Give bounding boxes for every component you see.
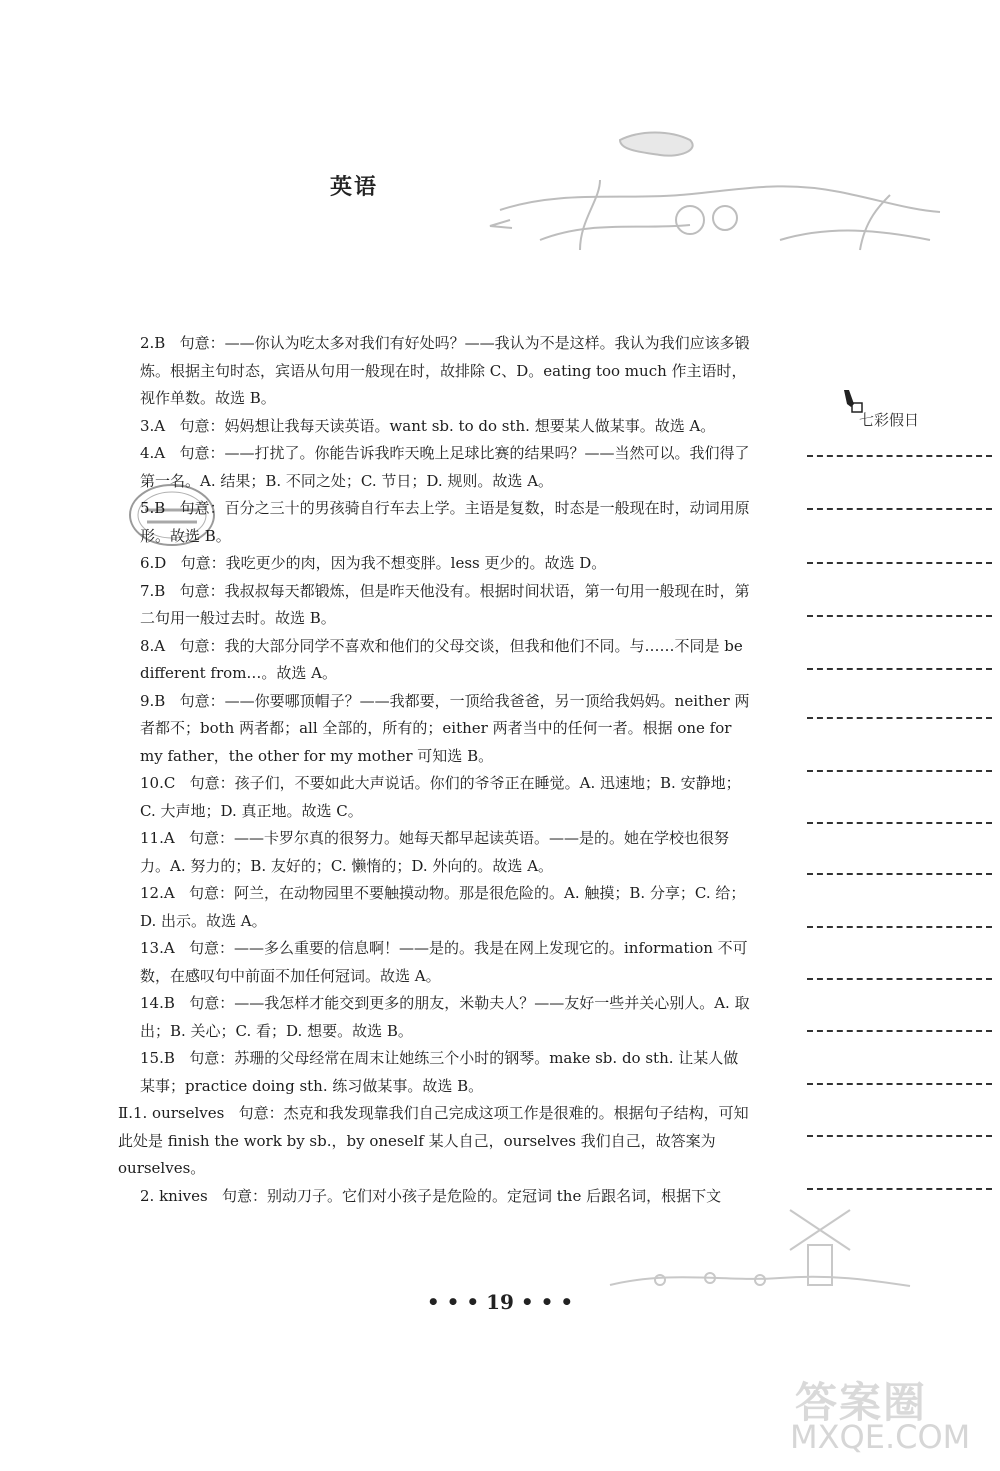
note-line: [807, 1135, 992, 1137]
answer-number: 14.B: [140, 994, 175, 1012]
note-line: [807, 770, 992, 772]
note-line: [807, 822, 992, 824]
note-line: [807, 926, 992, 928]
answer-item: [140, 1045, 750, 1100]
answer-item: [140, 413, 750, 441]
answer-text: 句意：别动刀子。它们对小孩子是危险的。定冠词 the 后跟名词，根据下文: [222, 1186, 722, 1205]
header-title: 英语: [330, 174, 379, 200]
answer-text: 句意：阿兰，在动物园里不要触摸动物。那是很危险的。A. 触摸；B. 分享；C. 给；D. 出示。故选 A。: [140, 884, 746, 930]
answer-number: 5.B: [140, 499, 166, 517]
answer-item: [140, 990, 750, 1045]
answer-number: 6.D: [140, 554, 167, 572]
answer-item: [140, 440, 750, 495]
note-line: [807, 508, 992, 510]
windmill-decoration: [600, 1190, 920, 1300]
note-line: [807, 562, 992, 564]
answer-number: 8.A: [140, 636, 166, 655]
answer-number: 11.A: [140, 829, 175, 847]
answer-number: 9.B: [140, 691, 166, 710]
answer-number: 2.B: [140, 334, 166, 352]
note-line: [807, 455, 992, 457]
sidebar-title: 七彩假日: [859, 411, 920, 429]
answer-number: Ⅱ.1. ourselves: [118, 1104, 225, 1122]
answer-item: [140, 578, 750, 633]
answer-number: 7.B: [140, 581, 166, 600]
answer-item: [140, 770, 750, 825]
answer-item: [140, 935, 750, 990]
note-line: [807, 615, 992, 617]
answer-item: [140, 688, 750, 771]
answer-item: [140, 550, 750, 578]
note-line: [807, 1030, 992, 1032]
answer-number: 13.A: [140, 939, 175, 957]
answer-text: 句意：——卡罗尔真的很努力。她每天都早起读英语。——是的。她在学校也很努力。A. 努力的；B. 友好的；C. 懒惰的；D. 外向的。故选 A。: [140, 829, 730, 875]
page-number: • • • 19 • • •: [426, 1290, 574, 1314]
answer-number: 12.A: [140, 884, 175, 902]
answer-number: 15.B: [140, 1049, 175, 1067]
note-line: [807, 1083, 992, 1085]
answer-list: [118, 330, 750, 1210]
answer-text: 句意：妈妈想让我每天读英语。want sb. to do sth. 想要某人做某事。故选 A。: [179, 416, 716, 435]
answer-number: 4.A: [140, 444, 166, 462]
note-line: [807, 717, 992, 719]
answer-number: 3.A: [140, 416, 166, 435]
answer-text: 句意：——多么重要的信息啊！——是的。我是在网上发现它的。information 不可数，在感叹句中前面不加任何冠词。故选 A。: [140, 939, 748, 985]
answer-text: 句意：苏珊的父母经常在周末让她练三个小时的钢琴。make sb. do sth. 让某人做某事；practice doing sth. 练习做某事。故选 B。: [140, 1049, 739, 1095]
answer-item: [140, 330, 750, 413]
answer-text: 句意：杰克和我发现靠我们自己完成这项工作是很难的。根据句子结构，可知此处是 finish the work by sb.，by oneself 某人自己，ourselves 我们自己，故答案为 ourselves。: [118, 1104, 749, 1177]
answer-text: 句意：我叔叔每天都锻炼，但是昨天他没有。根据时间状语，第一句用一般现在时，第二句用一般过去时。故选 B。: [140, 581, 750, 627]
note-line: [807, 978, 992, 980]
answer-item: [140, 880, 750, 935]
header-decoration: [480, 100, 950, 290]
site-watermark: 答案圈: [795, 1378, 928, 1427]
site-watermark-url: MXQE.COM: [790, 1418, 971, 1456]
answer-text: 句意：我吃更少的肉，因为我不想变胖。less 更少的。故选 D。: [180, 554, 607, 572]
answer-text: 句意：我的大部分同学不喜欢和他们的父母交谈，但我和他们不同。与……不同是 be different from…。故选 A。: [140, 636, 743, 682]
answer-number: 10.C: [140, 774, 176, 792]
answer-text: 句意：——你认为吃太多对我们有好处吗？——我认为不是这样。我认为我们应该多锻炼。根据主句时态，宾语从句用一般现在时，故排除 C、D。eating too much 作主语时，视作单数。故选 B。: [140, 334, 750, 407]
answer-text: 句意：孩子们，不要如此大声说话。你们的爷爷正在睡觉。A. 迅速地；B. 安静地；C. 大声地；D. 真正地。故选 C。: [140, 774, 741, 820]
answer-item: [140, 633, 750, 688]
answer-item: [118, 1100, 750, 1183]
answer-text: 句意：——打扰了。你能告诉我昨天晚上足球比赛的结果吗？——当然可以。我们得了第一名。A. 结果；B. 不同之处；C. 节日；D. 规则。故选 A。: [140, 444, 750, 490]
note-line: [807, 873, 992, 875]
answer-text: 句意：——你要哪顶帽子？——我都要，一顶给我爸爸，另一顶给我妈妈。neither 两者都不；both 两者都；all 全部的，所有的；either 两者当中的任何一者。根据 one for my father，the other for my mother 可知选 B。: [140, 691, 750, 765]
answer-text: 句意：——我怎样才能交到更多的朋友，米勒夫人？——友好一些并关心别人。A. 取出；B. 关心；C. 看；D. 想要。故选 B。: [140, 994, 750, 1040]
answer-item: [140, 495, 750, 550]
answer-text: 句意：百分之三十的男孩骑自行车去上学。主语是复数，时态是一般现在时，动词用原形。故选 B。: [140, 499, 750, 545]
answer-number: 2. knives: [140, 1186, 208, 1205]
note-line: [807, 668, 992, 670]
answer-item: [140, 825, 750, 880]
